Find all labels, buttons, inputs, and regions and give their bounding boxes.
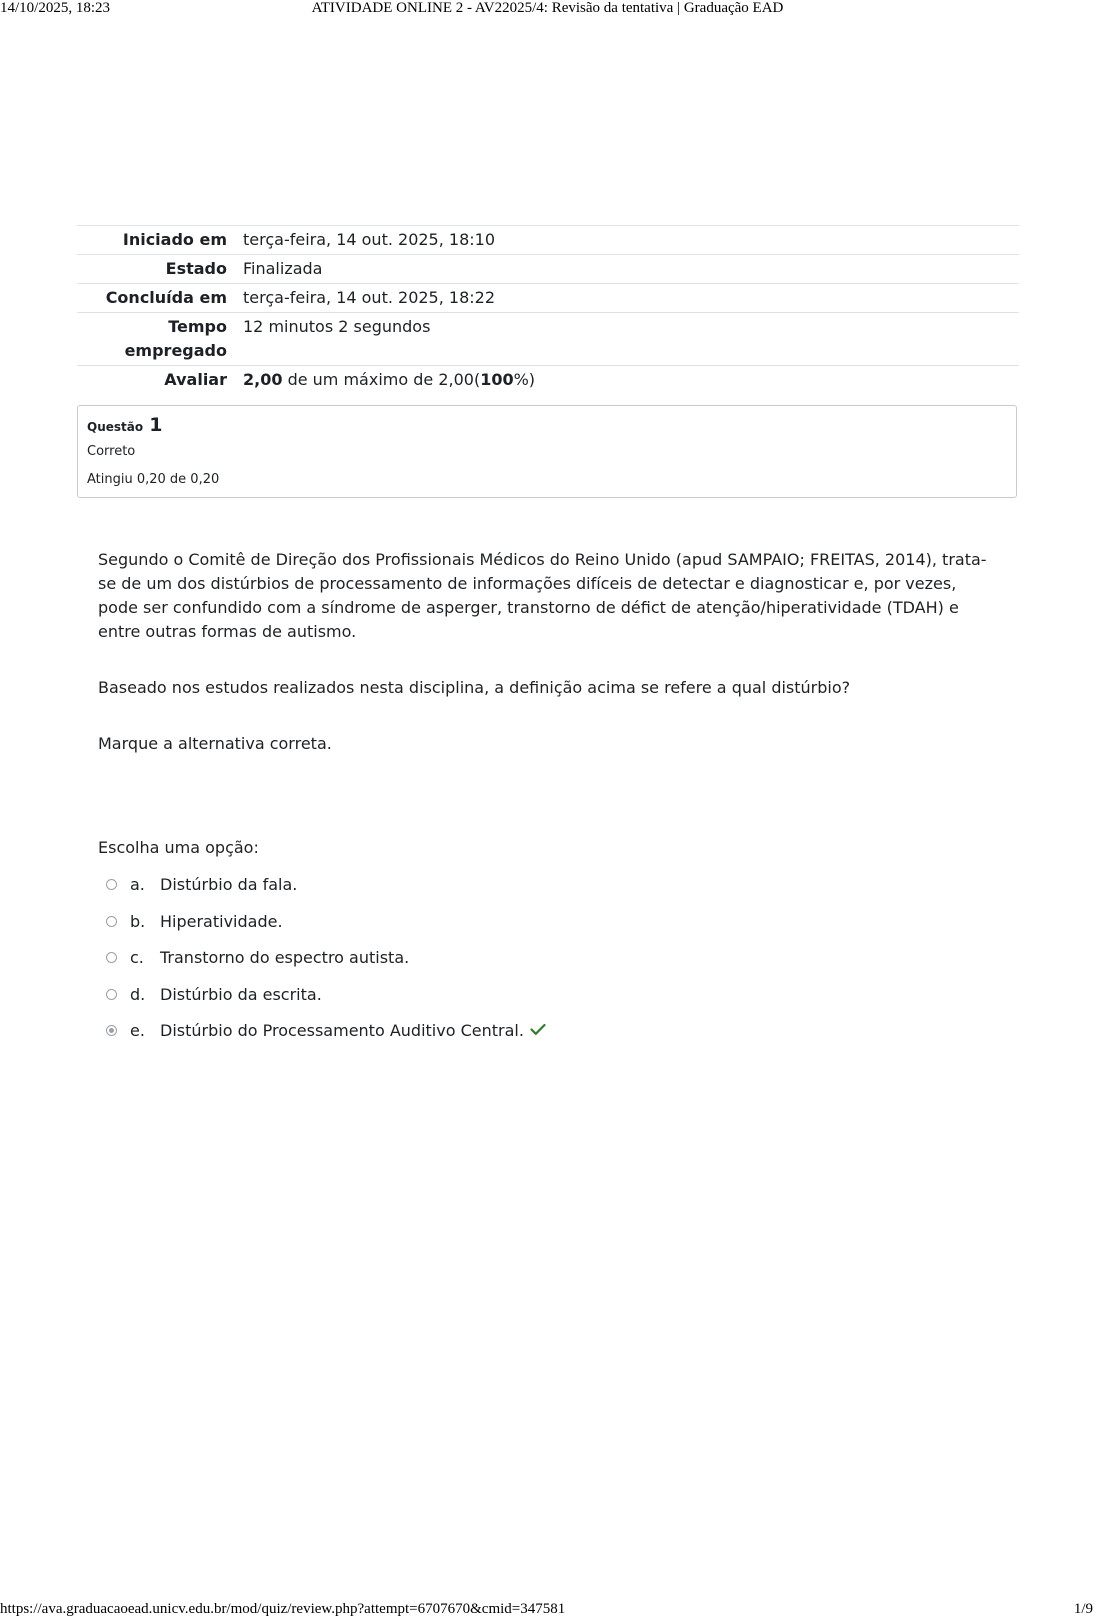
summary-row-completed — [77, 284, 1019, 313]
print-page-title: ATIVIDADE ONLINE 2 - AV22025/4: Revisão da tentativa | Graduação EAD — [311, 0, 784, 16]
question-grade: Atingiu 0,20 de 0,20 — [87, 472, 220, 487]
grade-label: Avaliar — [164, 370, 227, 389]
completed-label: Concluída em — [105, 288, 227, 307]
question-paragraph-1 — [98, 548, 998, 644]
option-b-radio[interactable] — [106, 916, 117, 927]
option-e-text: Distúrbio do Processamento Auditivo Central. — [160, 1021, 524, 1040]
option-c-letter: c. — [130, 948, 144, 967]
option-b-text: Hiperatividade. — [160, 911, 283, 931]
option-a-letter: a. — [130, 875, 145, 894]
option-a-radio[interactable] — [106, 879, 117, 890]
option-d-radio[interactable] — [106, 989, 117, 1000]
time-label-line-2: empregado — [124, 341, 227, 360]
paragraph-1-line-4: entre outras formas de autismo. — [98, 622, 357, 641]
option-a-text: Distúrbio da fala. — [160, 875, 298, 894]
option-e-radio-selected[interactable] — [106, 1025, 117, 1036]
print-header — [0, 0, 1095, 18]
print-url: https://ava.graduacaoead.unicv.edu.br/mod/quiz/review.php?attempt=6707670&cmid=347581 — [0, 1601, 566, 1617]
paragraph-1-line-1: Segundo o Comitê de Direção dos Profissionais Médicos do Reino Unido (apud SAMPAIO; FREITAS, 2014), trata- — [98, 550, 987, 569]
option-e-letter: e. — [130, 1021, 145, 1040]
started-value: terça-feira, 14 out. 2025, 18:10 — [243, 230, 496, 249]
option-c[interactable] — [106, 947, 806, 984]
grade-score: 2,00 — [243, 370, 283, 389]
question-paragraph-2: Baseado nos estudos realizados nesta disciplina, a definição acima se refere a qual distúrbio? — [98, 678, 851, 697]
paragraph-1-line-3: pode ser confundido com a síndrome de asperger, transtorno de défict de atenção/hiperatividade (TDAH) e — [98, 598, 959, 617]
summary-row-time — [77, 313, 1019, 366]
question-info-box — [77, 405, 1017, 498]
option-b[interactable] — [106, 911, 806, 948]
option-c-radio[interactable] — [106, 952, 117, 963]
option-c-text: Transtorno do espectro autista. — [160, 948, 410, 967]
correct-check-icon — [530, 1020, 546, 1042]
time-label — [77, 313, 243, 366]
print-datetime: 14/10/2025, 18:23 — [0, 0, 111, 16]
question-number — [87, 414, 163, 436]
summary-row-started — [77, 226, 1019, 255]
option-d-letter: d. — [130, 984, 146, 1004]
state-value: Finalizada — [243, 259, 323, 278]
option-b-letter: b. — [130, 911, 146, 931]
option-e-text-wrap — [160, 1020, 546, 1042]
question-text — [98, 548, 998, 756]
option-d[interactable] — [106, 984, 806, 1021]
print-footer — [0, 1601, 1095, 1619]
grade-value — [243, 366, 1019, 395]
started-label: Iniciado em — [122, 230, 227, 249]
option-a[interactable] — [106, 874, 806, 911]
question-label: Questão — [87, 420, 144, 434]
attempt-summary-table — [77, 225, 1019, 394]
option-e[interactable] — [106, 1020, 806, 1057]
grade-percent: 100 — [480, 370, 514, 389]
question-paragraph-3: Marque a alternativa correta. — [98, 734, 332, 753]
time-label-line-1: Tempo — [168, 317, 227, 336]
completed-value: terça-feira, 14 out. 2025, 18:22 — [243, 288, 496, 307]
state-label: Estado — [165, 259, 227, 278]
summary-row-state — [77, 255, 1019, 284]
summary-row-grade — [77, 366, 1019, 395]
answer-prompt: Escolha uma opção: — [98, 838, 259, 857]
question-state: Correto — [87, 444, 136, 459]
option-d-text: Distúrbio da escrita. — [160, 984, 322, 1004]
time-value: 12 minutos 2 segundos — [243, 317, 431, 336]
grade-percent-suffix: %) — [513, 370, 536, 389]
print-page-number: 1/9 — [1073, 1601, 1093, 1617]
question-number-value: 1 — [149, 414, 163, 436]
paragraph-1-line-2: se de um dos distúrbios de processamento de informações difíceis de detectar e diagnosticar e, por vezes, — [98, 574, 957, 593]
grade-max-text: de um máximo de 2,00( — [282, 370, 481, 389]
answer-options — [106, 874, 806, 1057]
